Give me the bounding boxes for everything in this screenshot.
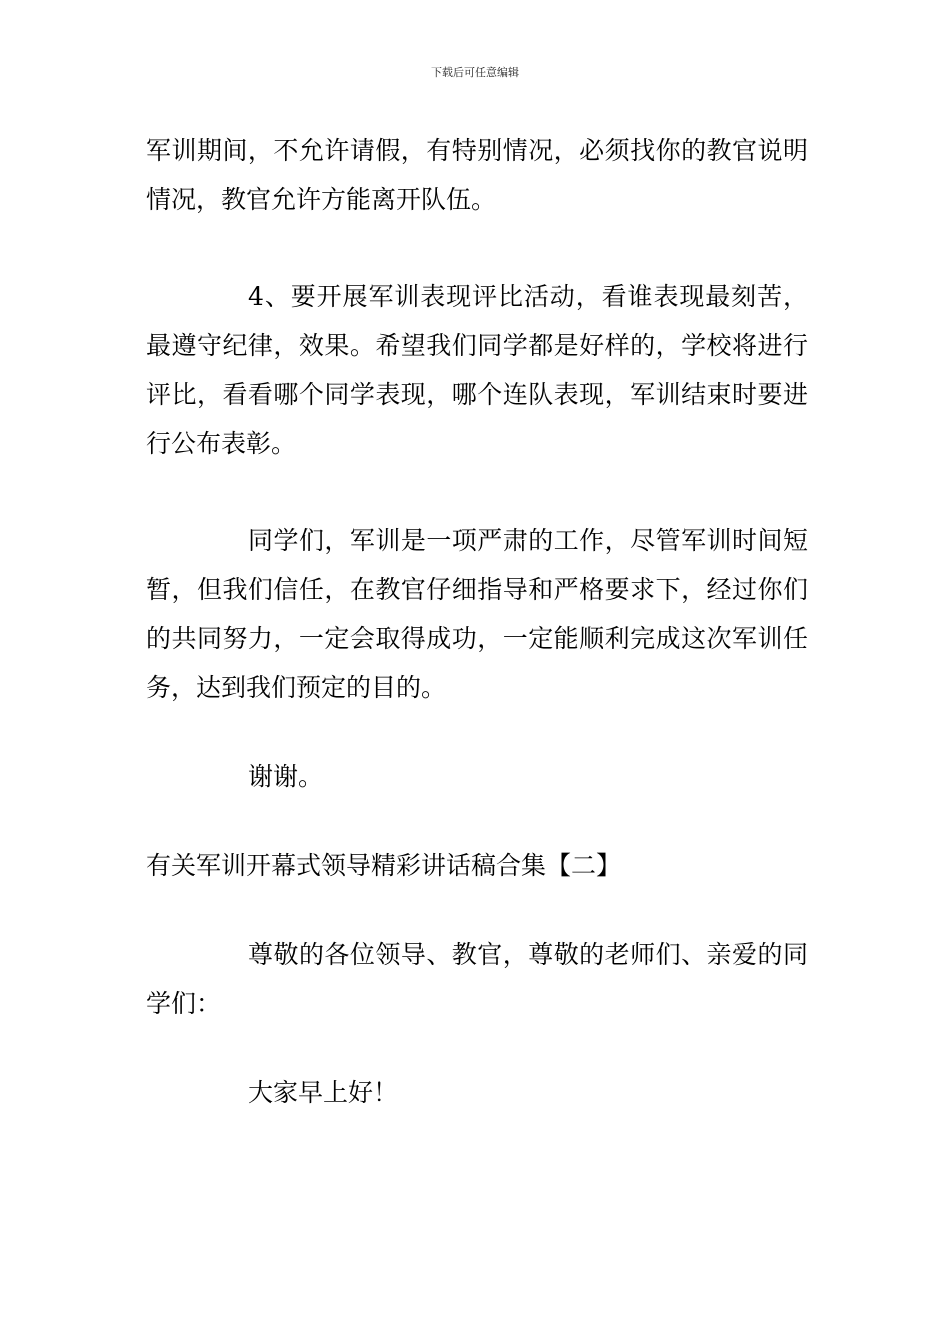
document-body: [146, 126, 808, 1117]
section-title: 有关军训开幕式领导精彩讲话稿合集【二】: [146, 851, 622, 880]
paragraph-greeting-address: 尊敬的各位领导、教官，尊敬的老师们、亲爱的同学们：: [146, 940, 808, 1018]
paragraph-evaluation: 4、要开展军训表现评比活动，看谁表现最刻苦，最遵守纪律，效果。希望我们同学都是好样的，学校将进行评比，看看哪个同学表现，哪个连队表现，军训结束时要进行公布表彰。: [146, 282, 808, 458]
paragraph-encouragement: 同学们，军训是一项严肃的工作，尽管军训时间短暂，但我们信任，在教官仔细指导和严格要求下，经过你们的共同努力，一定会取得成功，一定能顺利完成这次军训任务，达到我们预定的目的。: [146, 526, 808, 702]
paragraph-leave-rules: 军训期间，不允许请假，有特别情况，必须找你的教官说明情况，教官允许方能离开队伍。: [146, 136, 808, 214]
paragraph-thanks: 谢谢。: [248, 762, 324, 791]
page-header: 下载后可任意编辑: [431, 66, 519, 79]
paragraph-good-morning: 大家早上好！: [248, 1078, 399, 1107]
